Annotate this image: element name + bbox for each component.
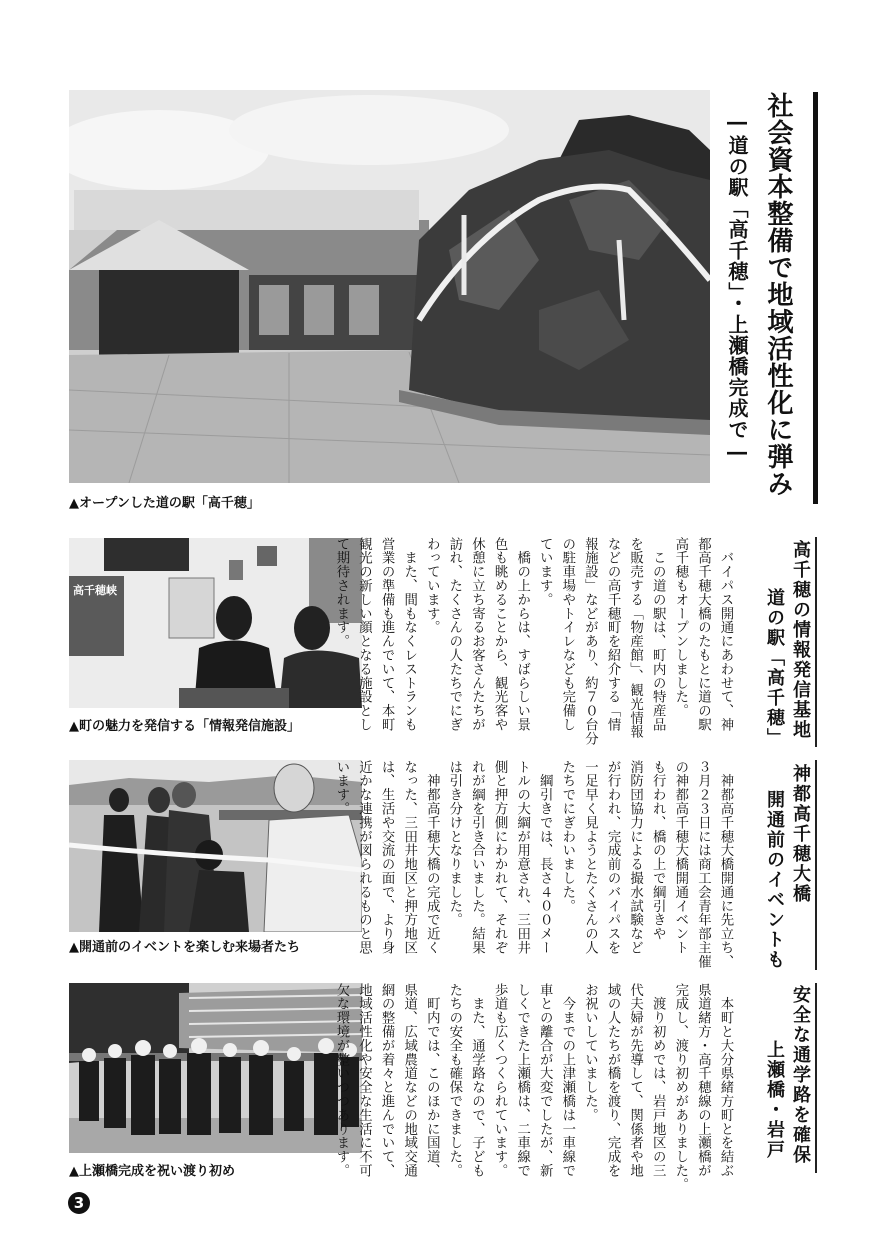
- photo-caption-info-facility: ▲町の魅力を発信する「情報発信施設」: [69, 719, 300, 734]
- section-3-line: 欠な環境が整いつつあります。: [333, 983, 349, 1178]
- section-2-line: の神都高千穂大橋開通イベント: [672, 760, 688, 955]
- section-2-line: います。: [333, 760, 349, 816]
- section-2-line: 側と押方側にわかれて、それぞ: [492, 760, 508, 955]
- section-2-body: [333, 760, 736, 970]
- info-facility-image: [69, 538, 362, 708]
- section-2-heading-line2: 開通前のイベントも: [764, 790, 785, 970]
- page-subtitle: ―道の駅「高千穂」・上瀬橋完成で―: [725, 110, 749, 465]
- section-2-line: なった、三田井地区と押方地区: [401, 760, 417, 955]
- section-1-rule: [815, 537, 817, 747]
- section-2-rule: [815, 760, 817, 970]
- roadside-station-image: [69, 90, 710, 483]
- section-2-line: 神都高千穂大橋開通に先立ち、: [718, 760, 733, 969]
- photo-tug-of-war: [69, 760, 362, 932]
- section-3-line: 車との離合が大変でしたが、新: [537, 983, 553, 1178]
- section-2-line: は引き分けとなりました。: [446, 760, 462, 927]
- section-3-line: 県道、広域農道などの地域交通: [401, 983, 417, 1178]
- section-3-line: たちの安全も確保できました。: [446, 983, 462, 1178]
- section-3-line: 代夫婦が先導して、関係者や地: [627, 983, 643, 1178]
- section-3-line: 県道緒方・高千穂線の上瀬橋が: [695, 983, 711, 1178]
- section-3-line: 地域活性化や安全な生活に不可: [356, 983, 372, 1178]
- photo-caption-bridge-crossing: ▲上瀬橋完成を祝い渡り初め: [69, 1164, 235, 1179]
- section-1-body: [333, 537, 736, 747]
- section-1-line: 観光の新しい顔となる施設とし: [356, 537, 372, 732]
- section-1-line: 色も眺めることから、観光客や: [492, 537, 508, 732]
- section-2-line: たちでにぎわいました。: [559, 760, 575, 913]
- section-3-line: 渡り初めでは、岩戸地区の三: [650, 983, 666, 1178]
- section-2-line: 綱引きでは、長さ４００メー: [537, 760, 553, 955]
- section-1-line: ています。: [537, 537, 553, 607]
- section-2-line: が行われ、完成前のバイパスを: [605, 760, 621, 955]
- section-3-line: お祝いしていました。: [582, 983, 598, 1122]
- section-2-line: 消防団協力による撮水試験など: [627, 760, 643, 955]
- section-3-line: 今までの上津瀬橋は一車線で: [559, 983, 575, 1178]
- section-2-line: も行われ、橋の上で綱引きや: [650, 760, 666, 941]
- section-3-line: また、通学路なので、子ども: [469, 983, 485, 1178]
- section-1-line: 営業の準備も進んでいて、本町: [379, 537, 395, 732]
- photo-roadside-station: [69, 90, 710, 483]
- section-3-line: 完成し、渡り初めがありました。: [672, 983, 688, 1192]
- section-3-line: 歩道も広くつくられています。: [492, 983, 508, 1178]
- section-2-line: は、生活や交流の面で、より身: [379, 760, 395, 955]
- section-1-line: 休憩に立ち寄るお客さんたちが: [469, 537, 485, 732]
- section-1-line: この道の駅は、町内の特産品: [650, 537, 666, 732]
- section-3-line: 本町と大分県緒方町とを結ぶ: [718, 983, 733, 1178]
- section-3-line: 域の人たちが橋を渡り、完成を: [605, 983, 621, 1178]
- section-3-rule: [815, 983, 817, 1173]
- section-1-line: て期待されます。: [333, 537, 349, 649]
- section-1-line: の駐車場やトイレなども完備し: [559, 537, 575, 732]
- photo-caption-roadside-station: ▲オープンした道の駅「高千穂」: [69, 496, 260, 511]
- section-1-line: 橋の上からは、すばらしい景: [514, 537, 530, 732]
- section-2-line: トルの大綱が用意され、三田井: [514, 760, 530, 955]
- takachiho-gorge-sign: 高千穂峡: [73, 584, 117, 597]
- section-1-heading-line2: 道の駅「高千穂」: [764, 588, 785, 748]
- section-3-heading-line2: 上瀬橋・岩戸: [764, 1040, 785, 1160]
- section-1-line: 都高千穂大橋のたもとに道の駅: [695, 537, 711, 732]
- section-3-heading-line1: 安全な通学路を確保: [790, 985, 811, 1165]
- section-1-line: わっています。: [424, 537, 440, 635]
- section-2-line: 神都高千穂大橋の完成で近く: [424, 760, 440, 955]
- section-2-line: 一足早く見ようとたくさんの人: [582, 760, 598, 955]
- section-1-line: バイパス開通にあわせて、神: [718, 537, 733, 732]
- section-1-line: 高千穂もオープンしました。: [672, 537, 688, 718]
- section-3-body: [333, 983, 736, 1193]
- section-3-line: しくできた上瀬橋は、二車線で: [514, 983, 530, 1178]
- section-2-heading-line1: 神都高千穂大橋: [790, 764, 811, 904]
- section-1-line: などの高千穂町を紹介する「情: [605, 537, 621, 732]
- title-rule: [813, 92, 818, 504]
- bridge-crossing-image: [69, 983, 362, 1153]
- page-number: 3: [68, 1192, 90, 1214]
- section-2-line: 近かな連携が図られるものと思: [356, 760, 372, 955]
- section-3-line: 網の整備が着々と進んでいて、: [379, 983, 395, 1178]
- photo-bridge-crossing: [69, 983, 362, 1153]
- section-1-heading-line1: 高千穂の情報発信基地: [790, 540, 811, 740]
- section-3-line: 町内では、このほかに国道、: [424, 983, 440, 1178]
- section-1-line: を販売する「物産館」、観光情報: [627, 537, 643, 739]
- section-2-line: れが綱を引き合いました。結果: [469, 760, 485, 955]
- photo-caption-tug-of-war: ▲開通前のイベントを楽しむ来場者たち: [69, 940, 300, 955]
- section-2-line: ３月２３日には商工会青年部主催: [695, 760, 711, 969]
- photo-info-facility: [69, 538, 362, 708]
- section-1-line: 報施設」などがあり、約７０台分: [582, 537, 598, 746]
- tug-of-war-image: [69, 760, 362, 932]
- section-1-line: 訪れ、たくさんの人たちでにぎ: [446, 537, 462, 732]
- page-title: 社会資本整備で地域活性化に弾み: [763, 92, 793, 497]
- section-1-line: また、間もなくレストランも: [401, 537, 417, 732]
